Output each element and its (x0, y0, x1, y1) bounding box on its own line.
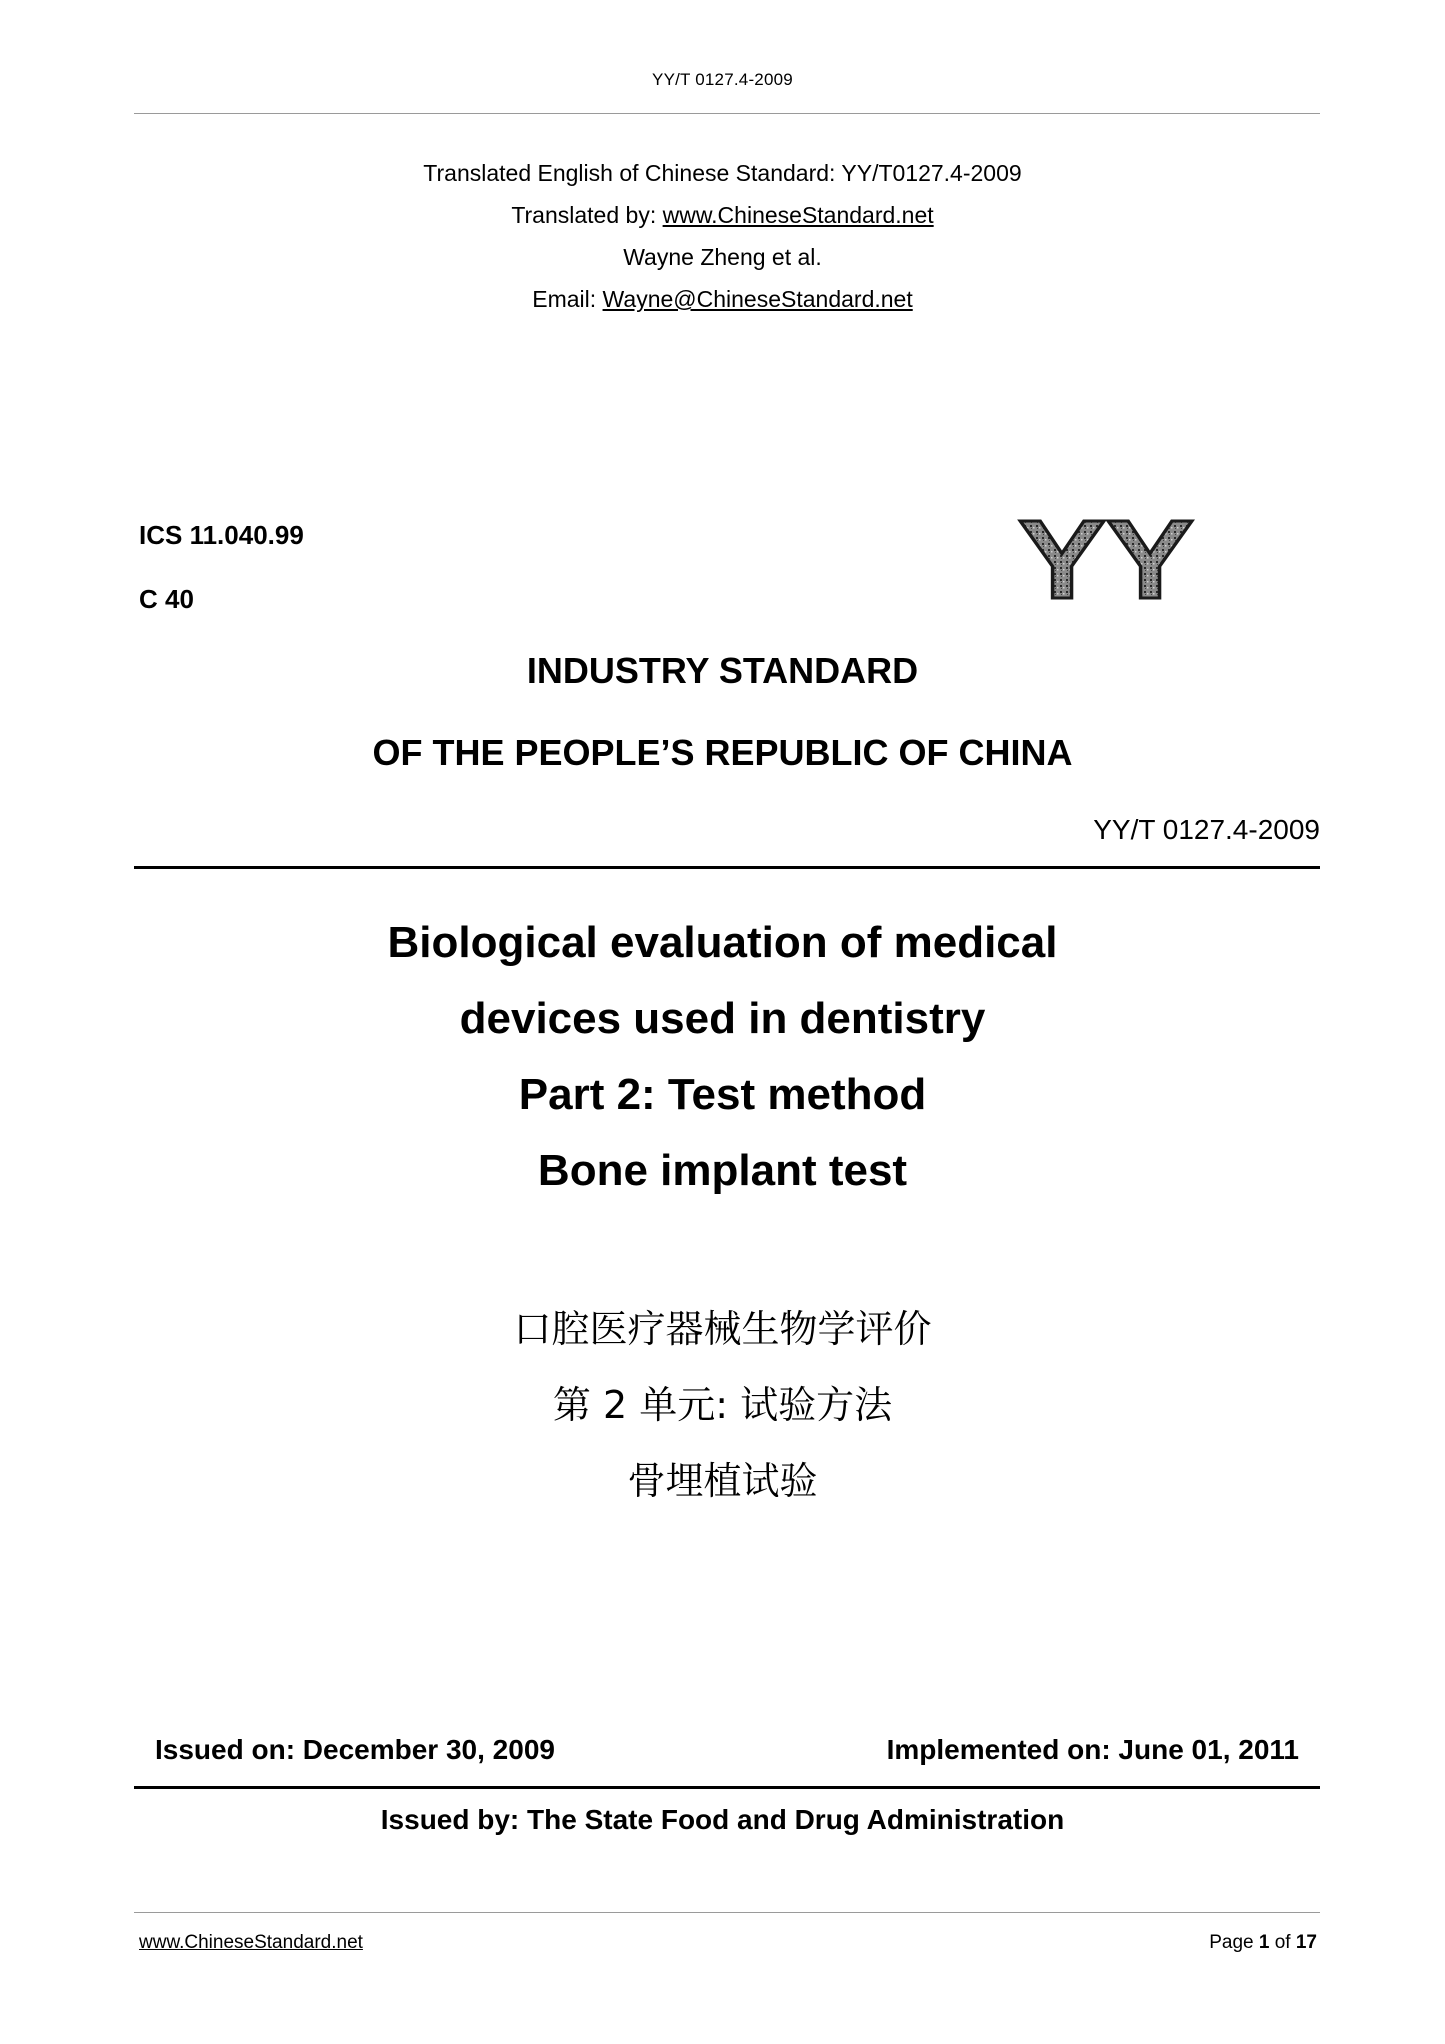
page-total: 17 (1295, 1932, 1317, 1953)
title-en-line-3: Part 2: Test method (518, 1070, 927, 1119)
translated-by-line (0, 194, 1445, 236)
email-line (0, 278, 1445, 320)
ccs-code: C 40 (139, 584, 194, 614)
translation-source-line: Translated English of Chinese Standard: YY/T0127.4-2009 (423, 160, 1022, 186)
translated-by-label: Translated by: (511, 202, 663, 228)
yy-logo-icon (1017, 512, 1195, 604)
footer-rule (134, 1912, 1320, 1913)
email-link[interactable]: Wayne@ChineseStandard.net (602, 286, 913, 312)
translator-line: Wayne Zheng et al. (623, 244, 822, 270)
email-label: Email: (532, 286, 603, 312)
running-header: YY/T 0127.4-2009 (652, 70, 793, 89)
footer-website-link[interactable]: www.ChineseStandard.net (139, 1932, 363, 1953)
header-rule (134, 113, 1320, 114)
title-en-line-2: devices used in dentistry (459, 994, 986, 1043)
page-indicator (1209, 1932, 1317, 1954)
implemented-date: Implemented on: June 01, 2011 (886, 1734, 1299, 1765)
yy-logo-text: YY (1018, 512, 1194, 604)
title-rule (134, 866, 1320, 869)
title-en-line-1: Biological evaluation of medical (387, 918, 1058, 967)
website-link[interactable]: www.ChineseStandard.net (662, 202, 934, 228)
page-label: Page (1209, 1932, 1259, 1953)
issuer-line: Issued by: The State Food and Drug Administration (380, 1804, 1065, 1835)
page-current: 1 (1258, 1932, 1270, 1953)
title-cn-line-1: 口腔医疗器械生物学评价 (513, 1307, 932, 1351)
dates-rule (134, 1786, 1320, 1789)
title-en-line-4: Bone implant test (537, 1146, 908, 1195)
page-of: of (1269, 1932, 1296, 1953)
title-cn-line-3: 骨埋植试验 (627, 1459, 818, 1503)
issued-date: Issued on: December 30, 2009 (155, 1734, 555, 1765)
industry-standard-heading: INDUSTRY STANDARD (526, 650, 919, 691)
title-cn-line-2: 第 2 单元: 试验方法 (552, 1383, 893, 1427)
ics-code: ICS 11.040.99 (139, 520, 304, 550)
prc-heading: OF THE PEOPLE’S REPUBLIC OF CHINA (372, 732, 1073, 773)
standard-number: YY/T 0127.4-2009 (1093, 814, 1320, 845)
